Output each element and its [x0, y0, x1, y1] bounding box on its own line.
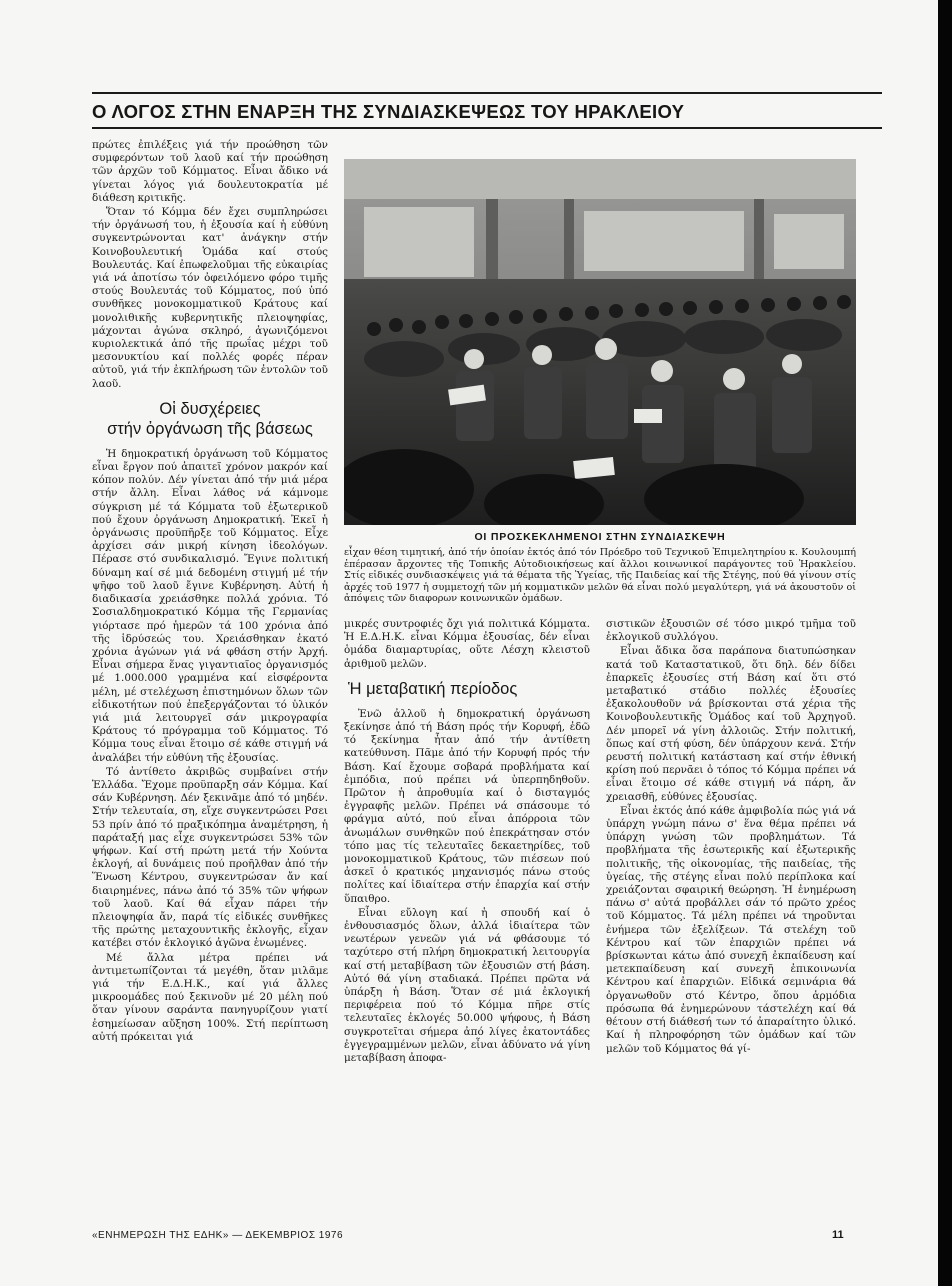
subheading-transition-period: Ἡ μεταβατική περίοδος: [348, 679, 518, 698]
paragraph: Εἶναι εὔλογη καί ἡ σπουδή καί ὁ ἐνθουσιασμός ὅλων, ἀλλά ἰδιαίτερα τῶν νεωτέρων γενεῶν γιά νά φθάσουμε τό ταχύτερο στή πλήρη δημοκρατική λειτουργία καί στή μεταβίβαση τῶν ἐξουσιῶν στή βάση. Αὐτό θά γίνη σταδιακά. Πρέπει πρῶτα νά ὑπάρξη ἡ Βάση. Ὅταν σέ μιά ἐκλογική περιφέρεια πού τό Κόμμα πῆρε στίς τελευταῖες ἐκλογές 50.000 ψήφους, ἡ Βάση συγκροτεῖται σήμερα ἀπό λίγες ἑκατοντάδες ἐγγεγραμμένων μελῶν, εἶναι ἀδύνατο νά γίνη μεταβίβαση ἀποφα-: [344, 906, 590, 1065]
subheading-difficulties: [92, 399, 328, 439]
footer-publication: «ΕΝΗΜΕΡΩΣΗ ΤΗΣ ΕΔΗΚ» — ΔΕΚΕΜΒΡΙΟΣ 1976: [92, 1230, 344, 1241]
subheading-line: στήν ὀργάνωση τῆς βάσεως: [107, 419, 313, 438]
page-number: 11: [832, 1229, 844, 1241]
paragraph: Ἐνῶ ἀλλοῦ ἡ δημοκρατική ὀργάνωση ξεκίνησε ἀπό τή Βάση πρός τήν Κορυφή, ἐδῶ τό ξεκίνημα ἦταν ἀπό τήν ἀντίθετη κατεύθυνση. Πᾶμε ἀπό τήν Κορυφή πρός τήν Βάση. Καί ἔχουμε σοβαρά προβλήματα καί ἐμπόδια, πού πρέπει νά ὑπερπηδηθοῦν. Πρῶτον ἡ ἀπροθυμία καί ὁ δισταγμός ἐγγραφῆς μελῶν. Πρέπει νά σπάσουμε τό φράγμα αὐτό, πού εἶναι ἀπόρροια τῶν ἀνωμάλων συνθηκῶν πού ἐπεκράτησαν στόν τόπο μας τίς τελευταῖες δεκαετηρίδες, τοῦ μονοκομματικοῦ Κράτους, τῶν πιέσεων πού ἀσκεῖ ὁ κρατικός μηχανισμός πάνω στούς πολίτες καί ἰδιαίτερα στήν ἐπαρχία καί στήν ὕπαιθρο.: [344, 707, 590, 905]
page-edge: [938, 0, 952, 1286]
column-3: [606, 618, 856, 1211]
paragraph: Ἡ δημοκρατική ὀργάνωση τοῦ Κόμματος εἶναι ἔργον πού ἀπαιτεῖ χρόνον μακρόν καί κόπον πολύν. Δέν γίνεται ἀπό τήν μιά μέρα στήν ἄλλη. Εἶναι λάθος νά κάμνομε σύγκριση μέ τά Κόμματα τοῦ ἐξωτερικοῦ πού ἔχουν ὀργάνωση Δημοκρατική. Ἐκεῖ ἡ ὀργάνωσις προϋπῆρξε τοῦ Κόμματος. Εἶχε ἀρχίσει σάν μικρή κίνηση ἰδεολόγων. Πέρασε στό συνδικαλισμό. Ἔγινε πολιτική δύναμη καί σέ μιά δεδομένη στιγμή μέ τήν ψῆφο τοῦ λαοῦ ἔγινε Κυβέρνηση. Αὐτή ἡ διαδικασία χρειάσθηκε πολλά χρόνια. Τό Σοσιαλδημοκρατικό Κόμμα τῆς Γερμανίας γιόρτασε πρό ἡμερῶν τά 100 χρόνια ἀπό τῆς ἱδρύσεώς του. Χρειάσθηκαν ἑκατό χρόνια ἀγώνων γιά νά φθάση στήν Ἀρχή. Εἶναι σήμερα ἕνας γιγαντιαῖος ὀργανισμός μέ 1.000.000 γραμμένα καί εἰσφέροντα μέλη, μέ στελέχωση ἐπιστημόνων ὅλων τῶν εἰδικοτήτων πού ἐπεξεργάζονται τό ὑλικόν γιά μιά λειτουργεῖ σάν μικρογραφία Κράτους τό πρόγραμμα τοῦ Κόμματος. Τό Κόμμα τους εἶναι ἕτοιμο σέ κάθε στιγμή νά ἀναλάβει τήν εὐθύνη τῆς ἐξουσίας.: [92, 447, 328, 764]
paragraph: πρώτες ἐπιλέξεις γιά τήν προώθηση τῶν συμφερόντων τοῦ λαοῦ καί τήν προώθηση τῶν ἀρχῶν τοῦ Κόμματος. Εἶναι ἄδικο νά γίνεται λόγος γιά δουλευτοκρατία μέ διάθεση κριτικῆς.: [92, 139, 328, 204]
paragraph: μικρές συντροφιές ὄχι γιά πολιτικά Κόμματα. Ἡ Ε.Δ.Η.Κ. εἶναι Κόμμα ἐξουσίας, δέν εἶναι ὁμάδα διαμαρτυρίας, οὔτε Λέσχη κλειστοῦ ἀριθμοῦ μελῶν.: [344, 618, 590, 670]
paragraph: Εἶναι ἐκτός ἀπό κάθε ἀμφιβολία πώς γιά νά ὑπάρχη γνώμη πάνω σ' ἕνα θέμα πρέπει νά ὑπάρχη γνώση τῶν προβλημάτων. Τά προβλήματα τῆς ἐσωτερικῆς καί ἐξωτερικῆς πολιτικῆς, τῆς οἰκονομίας, τῆς παιδείας, τῆς ὑγείας, τῆς στέγης εἶναι πολύ περίπλοκα καί χρειάζονται σφαιρική θεώρηση. Ἡ ἐνημέρωση πάνω σ' αὐτά προβάλλει σάν τό πρῶτο χρέος τοῦ Κόμματος. Τά μέλη πρέπει νά τηροῦνται ἐνήμερα τῶν ἐξελίξεων. Τά στελέχη τοῦ Κέντρου καί τῶν ἐπαρχιῶν πρέπει νά βρίσκωνται κάτω ἀπό συνεχῆ ἐκπαίδευση καί μετεκπαίδευση καί συνεχῆ ἐπικοινωνία Κέντρου καί ἐπαρχιῶν. Εἰδικά σεμινάρια θά ὀργανωθοῦν στό Κέντρο, ὅπου ἁρμόδια πρόσωπα θά ἐνημερώνουν τάστελέχη καί θά θέτουν στή διάθεσή των τό ἀπαραίτητο ὑλικό. Καί ἡ πληροφόρηση τῶν ὁμάδων καί τῶν μελῶν τοῦ Κόμματος θά γί-: [606, 804, 856, 1055]
photo-caption-text: εἶχαν θέση τιμητική, ἀπό τήν ὁποίαν ἐκτός ἀπό τόν Πρόεδρο τοῦ Τεχνικοῦ Ἐπιμελητηρίου κ. Κουλουμπή ἐπέρασαν ἄρχοντες τῆς Τοπικῆς Αὐτοδιοικήσεως καί ἄλλοι κοινωνικοί παράγοντες τοῦ Ἡρακλείου. Στίς εἰδικές συνδιασκέψεις γιά τά θέματα τῆς Ὑγείας, τῆς Παιδείας καί τῆς Στέγης, πού θά γίνουν στίς ἀρχές τοῦ 1977 ἡ συμμετοχή τῶν μή κομματικῶν μελῶν θά εἶναι πολύ μεγαλύτερη, γιά νά ἀκουστοῦν οἱ ἀπόψεις τῶν διαφορων κοινωνικῶν ὁμάδων.: [344, 547, 856, 605]
subheading-line: Οἱ δυσχέρειες: [159, 399, 261, 418]
article-headline: Ο ΛΟΓΟΣ ΣΤΗΝ ΕΝΑΡΞΗ ΤΗΣ ΣΥΝΔΙΑΣΚΕΨΕΩΣ ΤΟΥ ΗΡΑΚΛΕΙΟΥ: [92, 101, 685, 122]
header-rule-bottom: [92, 127, 882, 129]
conference-photo: [344, 159, 856, 525]
audience-photo-illustration: [344, 159, 856, 525]
photo-caption-title: ΟΙ ΠΡΟΣΚΕΚΛΗΜΕΝΟΙ ΣΤΗΝ ΣΥΝΔΙΑΣΚΕΨΗ: [474, 531, 726, 543]
paragraph: Εἶναι ἄδικα ὅσα παράπονα διατυπώσηκαν κατά τοῦ Καταστατικοῦ, ὅτι δηλ. δέν δίδει ἐπαρκεῖς ἐξουσίες στή Βάση καί ὅτι στό μεταβατικό στάδιο πολλές ἐξουσίες ἐξακολουθοῦν νά βρίσκονται στά χέρια τῆς Κοινοβουλευτικῆς Ὁμάδος καί τοῦ Ἀρχηγοῦ. Δέν μπορεῖ νά γίνη ἀλλοιῶς. Στήν πολιτική, ὅπως καί στή φύση, δέν ὑπάρχουν κενά. Στήν ρευστή πολιτική κατάσταση καί στήν ἐθνική κρίση πού περνᾶει ὁ τόπος τό Κόμμα πρέπει νά εἶναι ἕτοιμο σέ κάθε στιγμή νά πάρη, ἄν χρειασθῆ, εὐθύνες ἐξουσίας.: [606, 645, 856, 803]
column-1: [92, 139, 328, 1211]
header-rule-top: [92, 92, 882, 94]
paragraph: σιστικῶν ἐξουσιῶν σέ τόσο μικρό τμῆμα τοῦ ἐκλογικοῦ συλλόγου.: [606, 618, 856, 644]
paragraph: Τό ἀντίθετο ἀκριβῶς συμβαίνει στήν Ἑλλάδα. Ἔχομε προϋπαρξη σάν Κόμμα. Καί σάν Κυβέρνηση. Δέν ξεκινᾶμε ἀπό τό μηδέν. Στήν τελευταία, ση, εἴχε συγκεντρώσει Ρσει 53 πρίν ἀπό τό πραξικόπημα ἀναμέτρηση, ἡ παράταξή μας εἶχε συγκεντρώσει 53% τῶν ψήφων. Καί στή πρώτη μετά τήν Χούντα ἐκλογή, αἱ δυνάμεις πού προῆλθαν ἀπό τήν Ἕνωση Κέντρου, συγκεντρώσαν ἄν καί διαιρημένες, πάνω ἀπό τό 35% τῶν ψήφων τοῦ λαοῦ. Καί θά εἶχαν πάρει τήν πλειοψηφία ἄν, παρά τίς εἰδικές συνθῆκες τῆς πρώτης μεταχουντικῆς ἐκλογῆς, εἶχαν κατέβει στόν ἐκλογικό ἀγῶνα ἑνωμένες.: [92, 765, 328, 950]
paragraph: Ὅταν τό Κόμμα δέν ἔχει συμπληρώσει τήν ὀργάνωσή του, ἡ ἐξουσία καί ἡ εὐθύνη συγκεντρώνονται κατ' ἀνάγκην στήν Κοινοβουλευτική Ὁμάδα καί στούς Βουλευτάς. Καί ἐπωφελοῦμαι τῆς εὐκαιρίας γιά νά ἀποτίσω τόν ὀφειλόμενο φόρο τιμῆς στούς Βουλευτάς τοῦ Κόμματος, πού ὑπό συνθῆκες μονοκομματικοῦ Κράτους καί μονολιθικῆς κυβερνητικῆς πλειοψηφίας, μάχονται ἀγώνα σκληρό, ἀγωνιζόμενοι κυριολεκτικά ἀπό τῆς πρωΐας μέχρι τοῦ μεσονυκτίου καί πολλές φορές πέραν αὐτοῦ, γιά τήν ἐκπλήρωση τῶν ἐντολῶν τοῦ λαοῦ.: [92, 206, 328, 390]
column-2: [344, 618, 590, 1211]
paragraph: Μέ ἄλλα μέτρα πρέπει νά ἀντιμετωπίζονται τά μεγέθη, ὅταν μιλᾶμε γιά τήν Ε.Δ.Η.Κ., καί γιά ἄλλες μικροομάδες πού ξεκινοῦν μέ 20 μέλη πού ὅταν γίνουν σαράντα πανηγυρίζουν γιατί ἐσημείωσαν αὔξηση 100%. Στή περίπτωση αὐτή πρόκειται γιά: [92, 951, 328, 1043]
